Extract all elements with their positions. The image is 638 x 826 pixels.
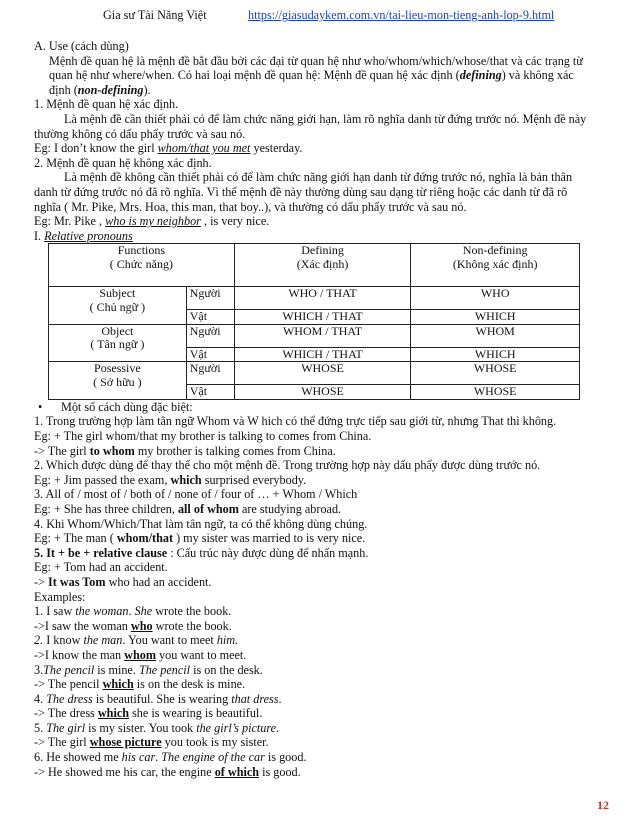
special-5: 5. It + be + relative clause : Cấu trúc này được dùng để nhấn mạnh. — [34, 545, 369, 560]
defining-title: 1. Mệnh đề quan hệ xác định. — [34, 97, 179, 112]
special-1-result: -> The girl to whom my brother is talking comes from China. — [34, 443, 336, 458]
table-row — [49, 324, 580, 347]
header-defining: Defining (Xác định) — [234, 244, 411, 287]
cell-nondefining: WHOSE — [411, 385, 580, 400]
table-row — [49, 362, 580, 385]
example-1-result: ->I saw the woman who wrote the book. — [34, 618, 232, 633]
example-3-result: -> The pencil which is on the desk is mine. — [34, 677, 246, 692]
example-2-result: ->I know the man whom you want to meet. — [34, 647, 247, 662]
cell-thing: Vật — [186, 310, 234, 325]
example-5: 5. The girl is my sister. You took the girl’s picture. — [34, 720, 280, 735]
table-header-row — [49, 244, 580, 287]
special-1-example: Eg: + The girl whom/that my brother is talking to comes from China. — [34, 429, 372, 443]
table-row — [49, 287, 580, 310]
cell-defining: WHOSE — [234, 362, 411, 385]
document-body — [34, 39, 594, 779]
special-2: 2. Which được dùng để thay thế cho một mệnh đề. Trong trường hợp này dấu phẩy được dùng trước nó. — [34, 458, 541, 473]
nondefining-title: 2. Mệnh đề quan hệ không xác định. — [34, 155, 212, 170]
special-usage-bullet: • Một số cách dùng đặc biệt: — [38, 399, 193, 414]
section-a-intro: Mệnh đề quan hệ là mệnh đề bắt đầu bởi các đại từ quan hệ như who/whom/which/whose/that và các trạng từ quan hệ như where/when. Có hai loại mệnh đề quan hệ: Mệnh đề quan hệ xác định (defining) và không xác định (non-defining). — [49, 53, 583, 97]
cell-nondefining: WHOSE — [411, 362, 580, 385]
example-4: 4. The dress is beautiful. She is wearing that dress. — [34, 691, 282, 706]
cell-thing: Vật — [186, 385, 234, 400]
example-4-result: -> The dress which she is wearing is beautiful. — [34, 706, 263, 721]
cell-nondefining: WHICH — [411, 310, 580, 325]
page-header — [0, 8, 638, 24]
cell-nondefining: WHOM — [411, 324, 580, 347]
example-6: 6. He showed me his car. The engine of the car is good. — [34, 750, 307, 765]
special-1: 1. Trong trường hợp làm tân ngữ Whom và W hich có thể đứng trực tiếp sau giới từ, nhưng That thì không. — [34, 414, 557, 429]
example-1: 1. I saw the woman. She wrote the book. — [34, 604, 232, 619]
bullet-icon: • — [38, 399, 43, 414]
row-subject-label: Subject ( Chủ ngữ ) — [49, 287, 187, 325]
special-5-example: Eg: + Tom had an accident. — [34, 560, 168, 575]
cell-person: Người — [186, 362, 234, 385]
example-2: 2. I know the man. You want to meet him. — [34, 633, 239, 648]
cell-person: Người — [186, 287, 234, 310]
tutor-name: Gia sư Tài Năng Việt — [103, 8, 207, 22]
header-functions: Functions ( Chức năng) — [49, 244, 235, 287]
example-5-result: -> The girl whose picture you took is my sister. — [34, 735, 269, 750]
special-3-example: Eg: + She has three children, all of whom are studying abroad. — [34, 501, 342, 516]
row-object-label: Object ( Tân ngữ ) — [49, 324, 187, 362]
special-4: 4. Khi Whom/Which/That làm tân ngữ, ta có thể không dùng chúng. — [34, 516, 368, 531]
defining-text: Là mệnh đề cần thiết phải có để làm chức năng giới hạn, làm rõ nghĩa danh từ đứng trước nó. Mệnh đề này thường không có dấu phẩy trước và sau nó. — [34, 111, 587, 141]
cell-defining: WHICH / THAT — [234, 310, 411, 325]
cell-person: Người — [186, 324, 234, 347]
examples-title: Examples: — [34, 589, 86, 604]
cell-defining: WHO / THAT — [234, 287, 411, 310]
row-possessive-label: Posessive ( Sở hữu ) — [49, 362, 187, 400]
cell-nondefining: WHO — [411, 287, 580, 310]
cell-defining: WHOM / THAT — [234, 324, 411, 347]
section-a-title: A. Use (cách dùng) — [34, 39, 129, 53]
relative-pronouns-title: I. Relative pronouns — [34, 228, 133, 243]
cell-nondefining: WHICH — [411, 347, 580, 362]
source-link[interactable]: https://giasudaykem.com.vn/tai-lieu-mon-tieng-anh-lop-9.html — [248, 8, 555, 22]
cell-defining: WHICH / THAT — [234, 347, 411, 362]
header-nondefining: Non-defining (Không xác định) — [411, 244, 580, 287]
special-2-example: Eg: + Jim passed the exam, which surprised everybody. — [34, 472, 307, 487]
cell-defining: WHOSE — [234, 385, 411, 400]
special-3: 3. All of / most of / both of / none of / four of … + Whom / Which — [34, 487, 358, 502]
example-3: 3.The pencil is mine. The pencil is on the desk. — [34, 662, 263, 677]
nondefining-example: Eg: Mr. Pike , who is my neighbor , is very nice. — [34, 214, 270, 229]
cell-thing: Vật — [186, 347, 234, 362]
relative-pronouns-table — [48, 243, 580, 400]
special-5-result: -> It was Tom who had an accident. — [34, 574, 212, 589]
defining-example: Eg: I don’t know the girl whom/that you met yesterday. — [34, 141, 303, 156]
nondefining-text: Là mệnh đề không cần thiết phải có để làm chức năng giới hạn danh từ đứng trước nó, nghĩa là bản thân danh từ đứng trước nó đã rõ nghĩa. Vì thế mệnh đề này thường dùng sau dạng từ riêng hoặc các danh từ đã rõ nghĩa ( Mr. Pike, Mrs. Hoa, this man, that boy..), và thường có dấu phẩy trước và sau nó. — [34, 170, 573, 214]
example-6-result: -> He showed me his car, the engine of which is good. — [34, 764, 301, 779]
special-4-example: Eg: + The man ( whom/that ) my sister was married to is very nice. — [34, 531, 366, 546]
page-number: 12 — [597, 798, 609, 812]
